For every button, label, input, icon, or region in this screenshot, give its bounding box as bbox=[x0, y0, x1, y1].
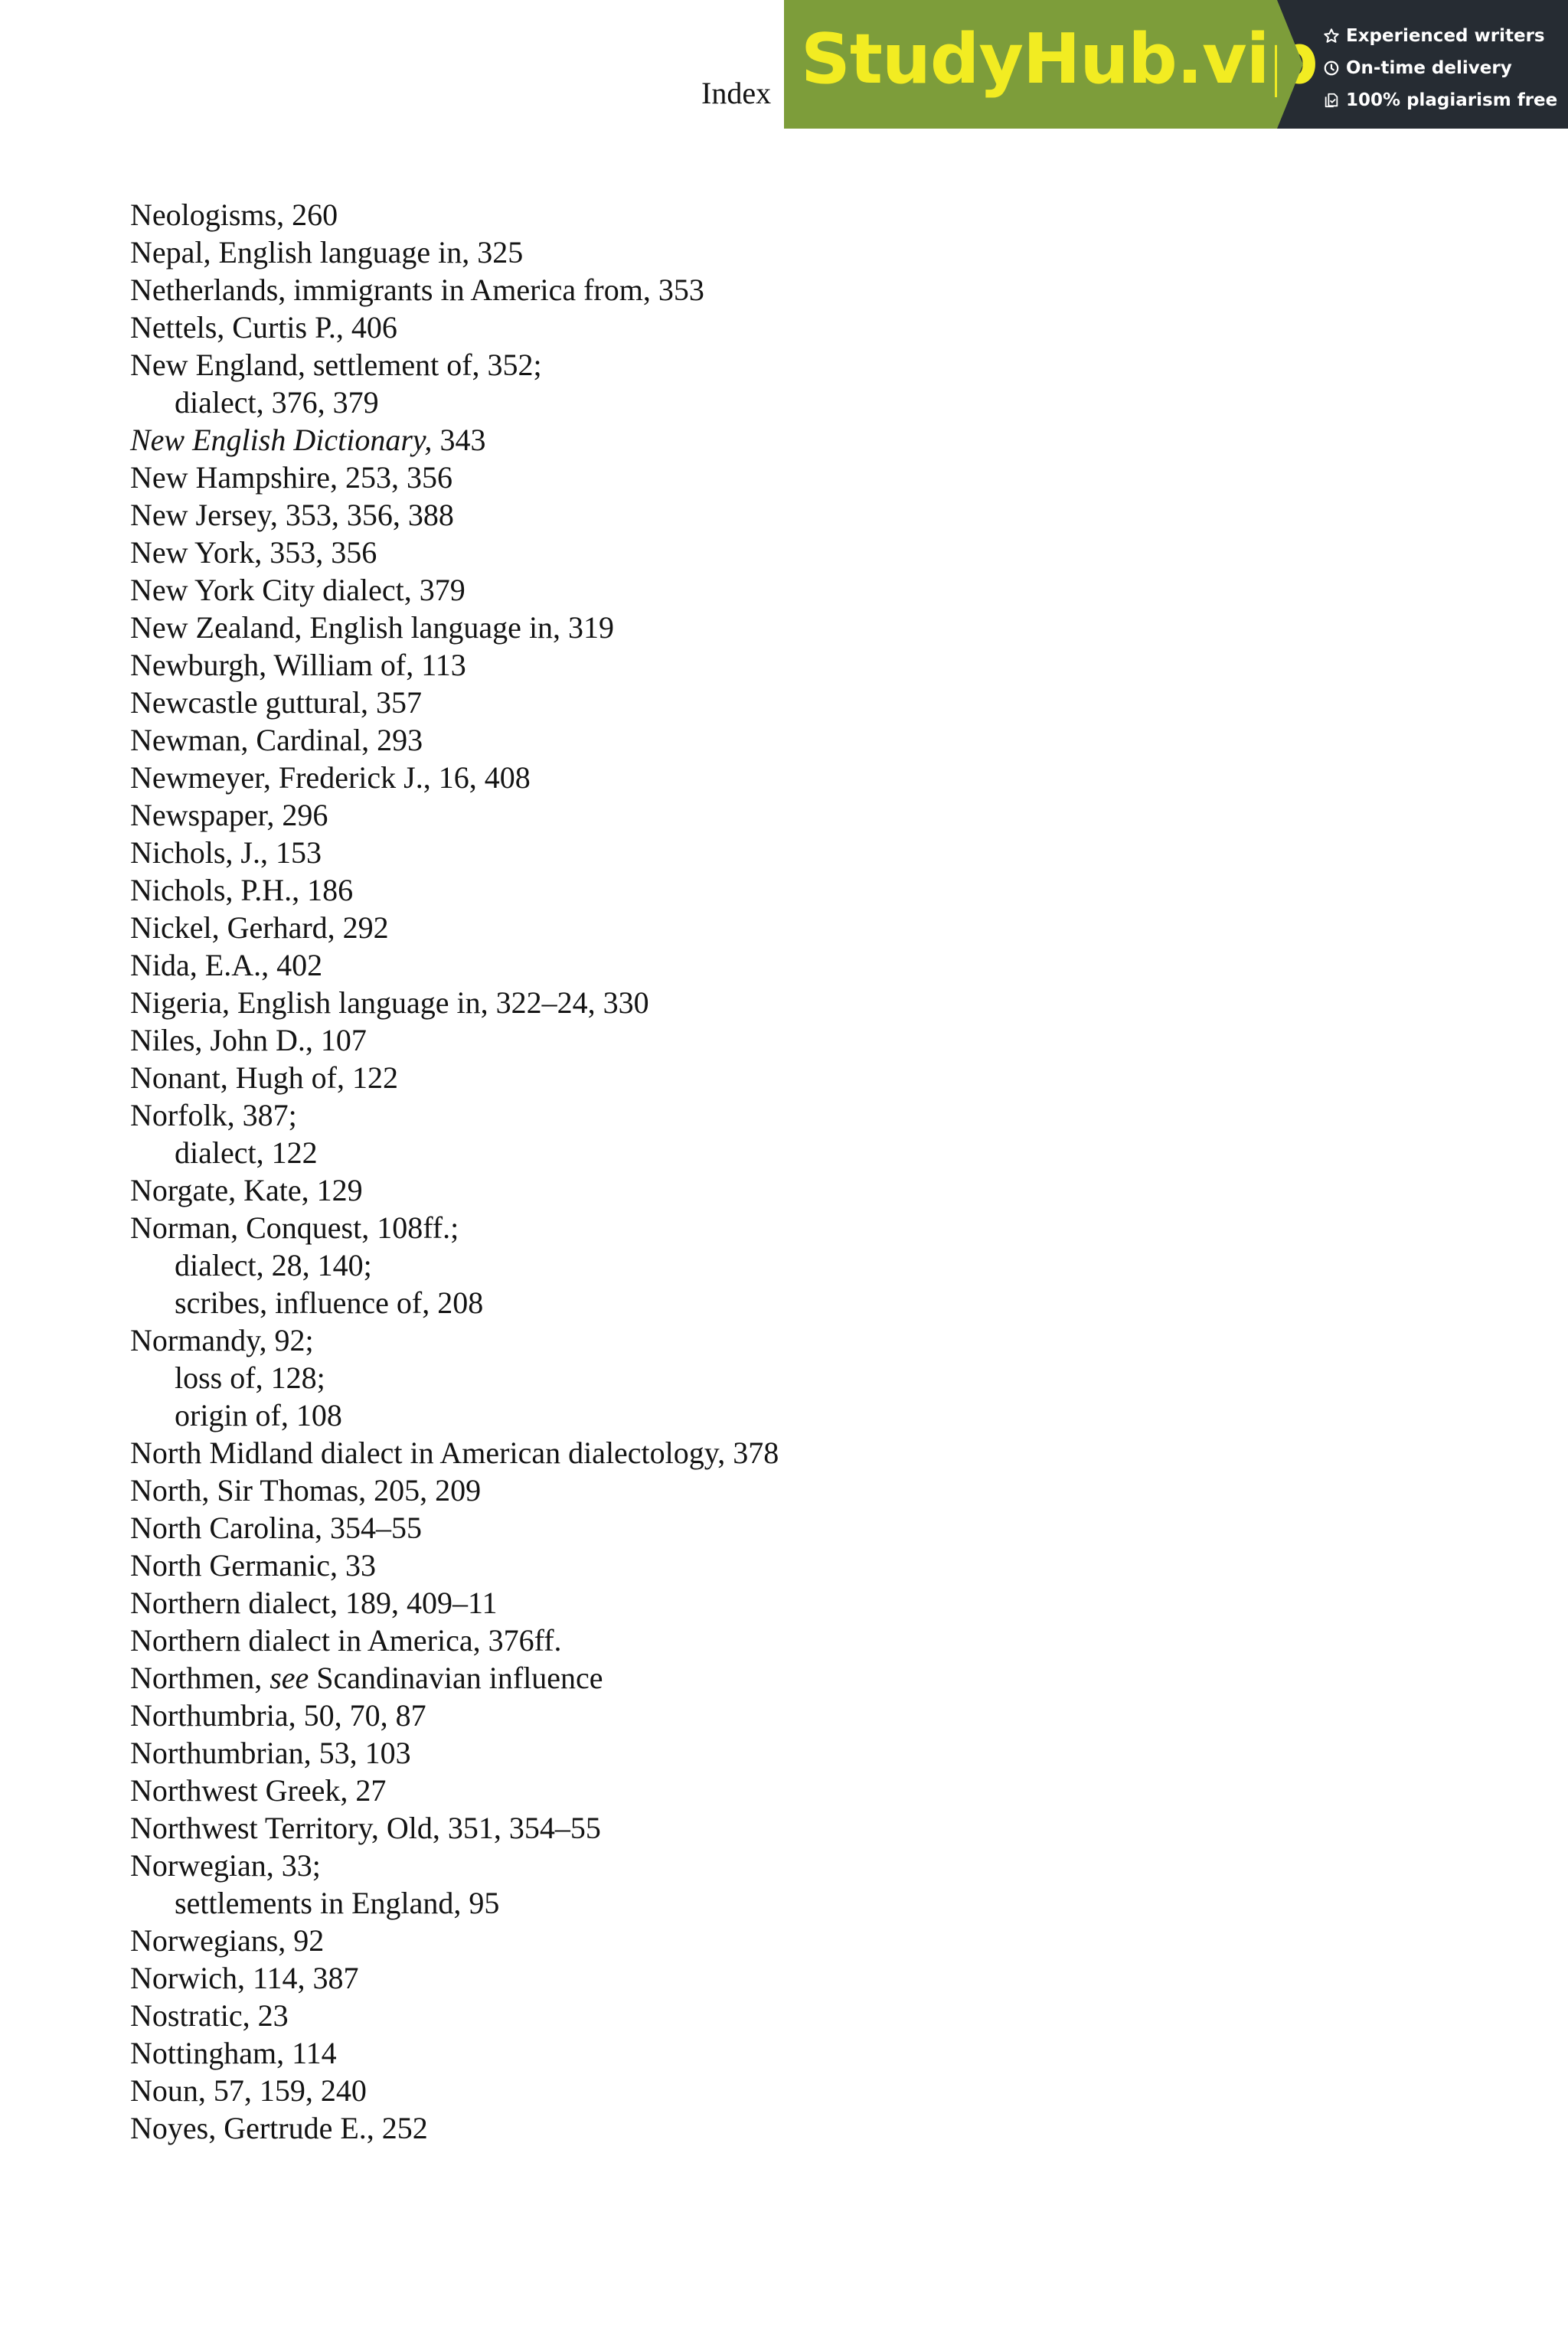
entry-text: Nonant, Hugh of, 122 bbox=[130, 1060, 398, 1095]
feature-plagiarism-free bbox=[1323, 84, 1568, 116]
banner-features bbox=[1277, 0, 1568, 129]
banner-chevron bbox=[1277, 0, 1303, 129]
entry-text: settlements in England, 95 bbox=[175, 1886, 500, 1920]
entry-italic: New English Dictionary, bbox=[130, 423, 433, 457]
banner-logo-area bbox=[784, 0, 1318, 129]
index-entry bbox=[130, 1059, 779, 1096]
entry-text: Newburgh, William of, 113 bbox=[130, 648, 466, 682]
index-entry bbox=[130, 1809, 779, 1847]
index-entry bbox=[130, 721, 779, 759]
entry-text: New York City dialect, 379 bbox=[130, 573, 466, 607]
entry-text: Norwegians, 92 bbox=[130, 1923, 325, 1958]
clock-icon bbox=[1323, 60, 1340, 77]
entry-text: Norfolk, 387; bbox=[130, 1098, 297, 1132]
index-entry bbox=[130, 1021, 779, 1059]
index-entry bbox=[130, 1922, 779, 1959]
entry-text: Northern dialect, 189, 409–11 bbox=[130, 1586, 498, 1620]
index-subentry bbox=[130, 1884, 779, 1922]
entry-text: Nepal, English language in, 325 bbox=[130, 235, 524, 270]
star-outline-icon bbox=[1323, 28, 1340, 44]
index-subentry bbox=[130, 1284, 779, 1321]
index-entry bbox=[130, 459, 779, 496]
index-subentry bbox=[130, 1359, 779, 1396]
entry-text: Newspaper, 296 bbox=[130, 798, 328, 832]
document-check-icon bbox=[1323, 92, 1340, 109]
entry-text: Nostratic, 23 bbox=[130, 1998, 289, 2033]
entry-text: Nida, E.A., 402 bbox=[130, 948, 323, 982]
entry-text: New Zealand, English language in, 319 bbox=[130, 610, 615, 645]
entry-text: Newman, Cardinal, 293 bbox=[130, 723, 423, 757]
index-entry bbox=[130, 946, 779, 984]
entry-text: Niles, John D., 107 bbox=[130, 1023, 367, 1057]
feature-experienced-writers bbox=[1323, 20, 1568, 52]
entry-text: Northwest Territory, Old, 351, 354–55 bbox=[130, 1811, 601, 1845]
index-entry bbox=[130, 1622, 779, 1659]
index-entry bbox=[130, 1171, 779, 1209]
index-subentry bbox=[130, 384, 779, 421]
entry-text: Neologisms, 260 bbox=[130, 198, 338, 232]
index-subentry bbox=[130, 1246, 779, 1284]
entry-text: Northumbrian, 53, 103 bbox=[130, 1736, 411, 1770]
feature-on-time-delivery bbox=[1323, 52, 1568, 84]
entry-text: scribes, influence of, 208 bbox=[175, 1285, 484, 1320]
feature-label: Experienced writers bbox=[1346, 26, 1545, 46]
index-entry bbox=[130, 834, 779, 871]
entry-italic: see bbox=[270, 1661, 309, 1695]
entry-text: Nigeria, English language in, 322–24, 330 bbox=[130, 985, 649, 1020]
studyhub-banner[interactable] bbox=[784, 0, 1568, 129]
entry-text: Nickel, Gerhard, 292 bbox=[130, 910, 389, 945]
index-entry bbox=[130, 2109, 779, 2147]
entry-text: Northwest Greek, 27 bbox=[130, 1773, 387, 1808]
index-entry bbox=[130, 984, 779, 1021]
index-subentry bbox=[130, 1396, 779, 1434]
index-entry bbox=[130, 1096, 779, 1134]
entry-text: dialect, 122 bbox=[175, 1135, 318, 1170]
index-entry bbox=[130, 1697, 779, 1734]
entry-text: Newmeyer, Frederick J., 16, 408 bbox=[130, 760, 531, 795]
entry-text: Norman, Conquest, 108ff.; bbox=[130, 1210, 459, 1245]
entry-text: Netherlands, immigrants in America from, 353 bbox=[130, 273, 704, 307]
index-entry bbox=[130, 1209, 779, 1246]
entry-text: Norwich, 114, 387 bbox=[130, 1961, 359, 1995]
index-entry bbox=[130, 271, 779, 309]
index-entry bbox=[130, 1772, 779, 1809]
entry-text: Noun, 57, 159, 240 bbox=[130, 2073, 367, 2108]
entry-text: Norgate, Kate, 129 bbox=[130, 1173, 363, 1207]
index-entry bbox=[130, 609, 779, 646]
index-entry bbox=[130, 1959, 779, 1997]
entry-text: 343 bbox=[432, 423, 486, 457]
entry-text: Noyes, Gertrude E., 252 bbox=[130, 2111, 428, 2145]
entry-text: Normandy, 92; bbox=[130, 1323, 314, 1357]
index-list bbox=[130, 196, 779, 2147]
index-entry bbox=[130, 1997, 779, 2034]
index-entry bbox=[130, 796, 779, 834]
index-entry bbox=[130, 1321, 779, 1359]
entry-text: Nichols, J., 153 bbox=[130, 835, 322, 870]
entry-text: Newcastle guttural, 357 bbox=[130, 685, 422, 720]
index-entry bbox=[130, 2072, 779, 2109]
index-entry bbox=[130, 759, 779, 796]
index-entry bbox=[130, 1472, 779, 1509]
entry-text: Northern dialect in America, 376ff. bbox=[130, 1623, 562, 1658]
entry-text: Nichols, P.H., 186 bbox=[130, 873, 354, 907]
index-entry bbox=[130, 421, 779, 459]
index-entry bbox=[130, 496, 779, 534]
entry-text: dialect, 376, 379 bbox=[175, 385, 379, 420]
index-entry bbox=[130, 646, 779, 684]
entry-text: dialect, 28, 140; bbox=[175, 1248, 372, 1282]
entry-text: New Jersey, 353, 356, 388 bbox=[130, 498, 454, 532]
index-entry bbox=[130, 1734, 779, 1772]
entry-text: Nottingham, 114 bbox=[130, 2036, 337, 2070]
entry-text: Nettels, Curtis P., 406 bbox=[130, 310, 397, 345]
index-entry bbox=[130, 571, 779, 609]
feature-label: On-time delivery bbox=[1346, 58, 1512, 78]
index-entry bbox=[130, 1547, 779, 1584]
entry-text: North Carolina, 354–55 bbox=[130, 1511, 423, 1545]
index-entry bbox=[130, 346, 779, 384]
entry-text: North Germanic, 33 bbox=[130, 1548, 377, 1583]
entry-text: Scandinavian influence bbox=[309, 1661, 603, 1695]
index-entry bbox=[130, 1434, 779, 1472]
banner-logo[interactable]: StudyHub.vip bbox=[801, 19, 1318, 100]
index-entry bbox=[130, 2034, 779, 2072]
index-entry bbox=[130, 909, 779, 946]
entry-text: Norwegian, 33; bbox=[130, 1848, 321, 1883]
index-entry bbox=[130, 234, 779, 271]
index-subentry bbox=[130, 1134, 779, 1171]
index-entry bbox=[130, 871, 779, 909]
index-entry bbox=[130, 1659, 779, 1697]
index-entry bbox=[130, 684, 779, 721]
index-entry bbox=[130, 1584, 779, 1622]
entry-text: New York, 353, 356 bbox=[130, 535, 377, 570]
entry-text: North Midland dialect in American dialectology, 378 bbox=[130, 1436, 779, 1470]
entry-text: loss of, 128; bbox=[175, 1361, 325, 1395]
running-head: Index bbox=[701, 76, 772, 110]
feature-label: 100% plagiarism free bbox=[1346, 90, 1558, 110]
entry-text: New England, settlement of, 352; bbox=[130, 348, 542, 382]
index-entry bbox=[130, 196, 779, 234]
entry-prefix: Northmen, bbox=[130, 1661, 270, 1695]
index-entry bbox=[130, 1509, 779, 1547]
index-entry bbox=[130, 534, 779, 571]
entry-text: origin of, 108 bbox=[175, 1398, 342, 1432]
entry-text: Northumbria, 50, 70, 87 bbox=[130, 1698, 426, 1733]
entry-text: New Hampshire, 253, 356 bbox=[130, 460, 453, 495]
entry-text: North, Sir Thomas, 205, 209 bbox=[130, 1473, 482, 1508]
index-entry bbox=[130, 1847, 779, 1884]
index-entry bbox=[130, 309, 779, 346]
